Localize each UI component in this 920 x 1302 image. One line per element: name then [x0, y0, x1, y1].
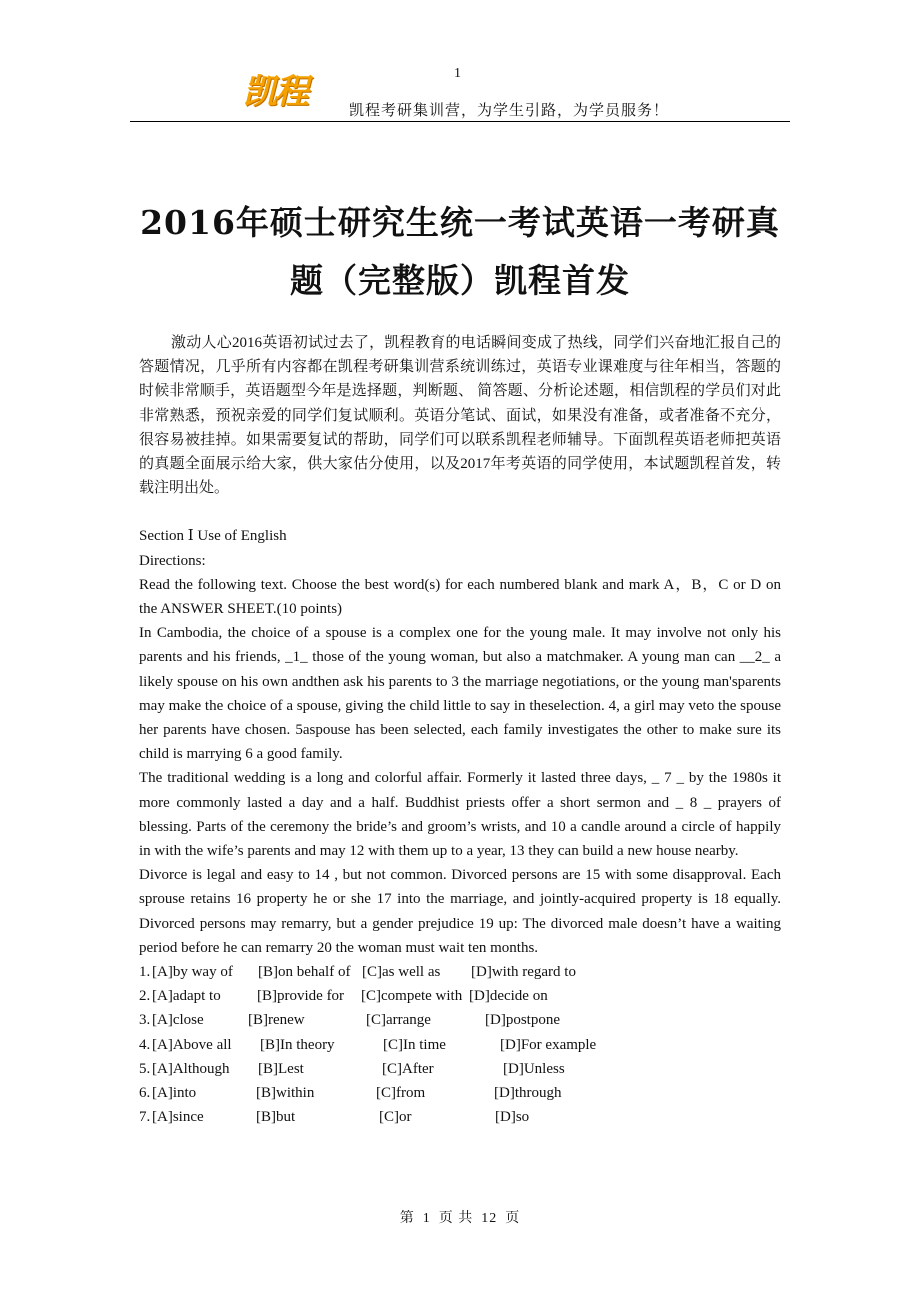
option-c: [C]arrange [366, 1012, 431, 1029]
section-heading: Section Ⅰ Use of English [139, 528, 287, 545]
option-b: [B]In theory [260, 1036, 335, 1053]
question-row [139, 1033, 781, 1057]
document-title [130, 194, 790, 310]
option-c: [C]After [382, 1060, 434, 1077]
option-a: [A]since [152, 1109, 204, 1126]
option-c: [C]compete with [361, 988, 463, 1005]
question-row [139, 960, 781, 984]
option-a: [A]Above all [152, 1036, 232, 1053]
option-c: [C]from [376, 1085, 426, 1102]
option-d: [D]postpone [485, 1012, 560, 1029]
question-row [139, 1057, 781, 1081]
option-a: [A]into [152, 1085, 197, 1102]
kaicheng-logo [243, 68, 335, 116]
option-b: [B]on behalf of [258, 964, 351, 981]
document-body [139, 331, 781, 1129]
option-d: [D]with regard to [471, 964, 576, 981]
page-header [0, 0, 920, 125]
question-number: 5. [139, 1060, 151, 1077]
intro-paragraph: 激动人心2016英语初试过去了，凯程教育的电话瞬间变成了热线，同学们兴奋地汇报自己的答题情况，几乎所有内容都在凯程考研集训营系统训练过，英语专业课难度与往年相当，答题的时候非常顺手，英语题型今年是选择题，判断题、 简答题、分析论述题，相信凯程的学员们对此非常熟悉，预祝亲爱的同学们复试顺利。英语分笔试、面试，如果没有准备，或者准备不充分，很容易被挂掉。如果需要复试的帮助，同学们可以联系凯程老师辅导。下面凯程英语老师把英语的真题全面展示给大家，供大家估分使用，以及2017年考英语的同学使用，本试题凯程首发，转载注明出处。 [139, 335, 781, 497]
question-number: 6. [139, 1085, 151, 1102]
option-a: [A]adapt to [152, 988, 221, 1005]
footer-total-pages: 12 [481, 1211, 498, 1226]
directions-label: Directions: [139, 552, 206, 569]
option-c: [C]or [379, 1109, 412, 1126]
title-line-1: 2016年硕士研究生统一考试英语一考研真 [140, 203, 780, 242]
question-number: 1. [139, 964, 151, 981]
option-d: [D]so [495, 1109, 530, 1126]
question-row [139, 1081, 781, 1105]
directions-text: Read the following text. Choose the best word(s) for each numbered blank and mark A，B，C or D on the ANSWER SHEET.(10 points) [139, 576, 781, 618]
option-a: [A]by way of [152, 964, 233, 981]
option-c: [C]In time [383, 1036, 446, 1053]
option-d: [D]through [494, 1085, 562, 1102]
option-d: [D]decide on [469, 988, 548, 1005]
passage-paragraph-3: Divorce is legal and easy to 14 , but not common. Divorced persons are 15 with some disapproval. Each sprouse retains 16 property he or she 17 into the marriage, and jointly-acquired property is 18 equally. Divorced persons may remarry, but a gender prejudice 19 up: The divorced male doesn’t have a waiting period before he can remarry 20 the woman must wait ten months. [139, 867, 781, 956]
passage-paragraph-1: In Cambodia, the choice of a spouse is a complex one for the young male. It may involve not only his parents and his friends, _1_ those of the young woman, but also a matchmaker. A young man can __2_ a likely spouse on his own andthen ask his parents to 3 the marriage negotiations, or the young man'sparents may make the choice of a spouse, giving the child little to say in theselection. 4, a girl may veto the spouse her parents have chosen. 5aspouse has been selected, each family investigates the other to make sure its child is marrying 6 a good family. [139, 625, 781, 763]
question-number: 4. [139, 1036, 151, 1053]
option-b: [B]within [256, 1085, 315, 1102]
question-number: 3. [139, 1012, 151, 1029]
option-d: [D]For example [500, 1036, 597, 1053]
header-divider [130, 121, 790, 122]
footer-middle: 页 共 [438, 1211, 474, 1226]
spacer [139, 500, 781, 524]
option-b: [B]but [256, 1109, 296, 1126]
question-number: 2. [139, 988, 151, 1005]
footer-prefix: 第 [399, 1211, 415, 1226]
title-line-2: 题（完整版）凯程首发 [290, 261, 630, 300]
option-a: [A]Although [152, 1060, 230, 1077]
option-d: [D]Unless [503, 1060, 565, 1077]
logo-text: 凯程 [243, 72, 307, 112]
passage-paragraph-2: The traditional wedding is a long and colorful affair. Formerly it lasted three days, _ 7 _ by the 1980s it more commonly lasted a day and a half. Buddhist priests offer a short sermon and _ 8 _ prayers of blessing. Parts of the ceremony the bride’s and groom’s wrists, and 10 a candle around a circle of happily in with the wife’s parents and may 12 with them up to a year, 13 they can build a new house nearby. [139, 770, 781, 860]
footer-suffix: 页 [505, 1211, 521, 1226]
question-number: 7. [139, 1109, 151, 1126]
option-a: [A]close [152, 1012, 204, 1029]
footer-current-page: 1 [422, 1211, 431, 1226]
option-b: [B]Lest [258, 1060, 304, 1077]
question-row [139, 1105, 781, 1129]
page-footer [0, 1207, 920, 1227]
header-slogan: 凯程考研集训营，为学生引路，为学员服务！ [349, 103, 670, 119]
question-row [139, 984, 781, 1008]
option-c: [C]as well as [362, 964, 441, 981]
option-b: [B]renew [248, 1012, 305, 1029]
option-b: [B]provide for [257, 988, 345, 1005]
question-row [139, 1008, 781, 1032]
header-page-number: 1 [454, 66, 461, 81]
question-list [139, 960, 781, 1129]
intro-paragraph-wrap [139, 331, 781, 500]
